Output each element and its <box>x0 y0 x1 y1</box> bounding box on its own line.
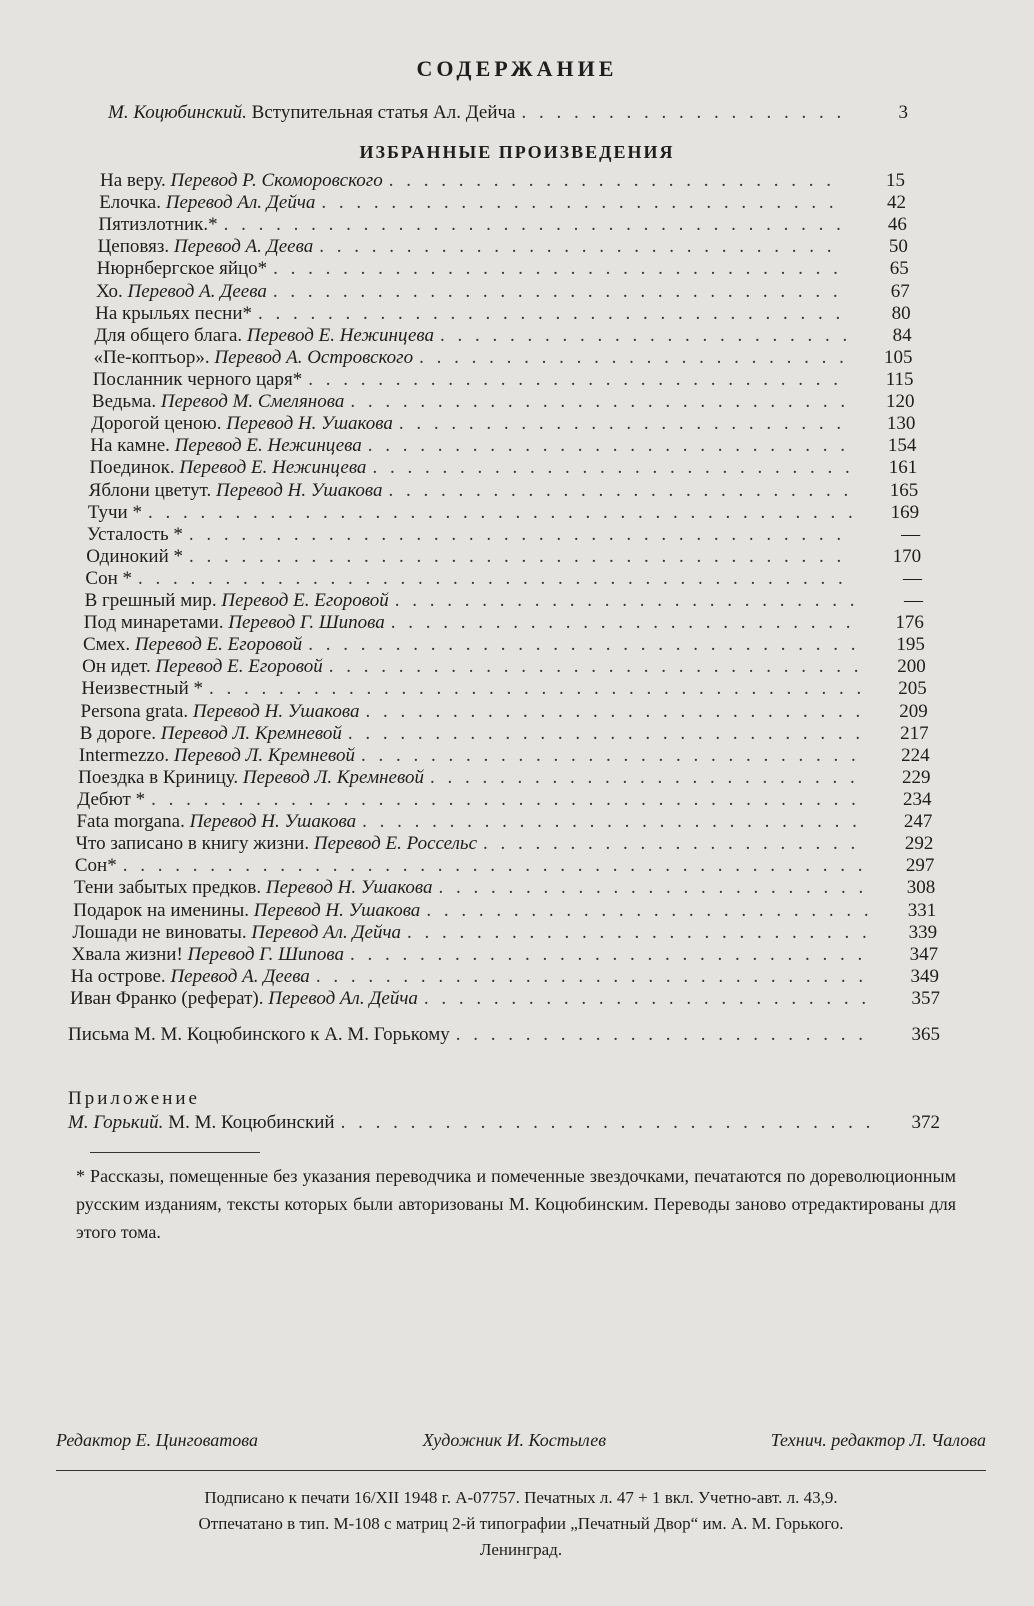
toc-entry <box>97 258 909 279</box>
leader-dots <box>151 789 865 810</box>
leader-dots <box>372 457 851 478</box>
toc-entry <box>89 480 919 501</box>
toc-entry-title: «Пе-коптьор». <box>93 346 210 368</box>
toc-entry-title: Пятизлотник.* <box>98 214 218 236</box>
toc-entry-page: 347 <box>909 943 939 965</box>
toc-entry <box>80 723 929 744</box>
toc-entry-translator: Перевод Н. Ушакова <box>189 811 357 833</box>
toc-entry <box>71 966 939 987</box>
toc-entry <box>100 170 905 191</box>
toc-entry-title: Persona grata. <box>80 700 189 722</box>
toc-entry-translator: Перевод А. Деева <box>127 280 267 302</box>
toc-entry <box>79 745 930 766</box>
toc-entry-title: На крыльях песни* <box>95 302 253 324</box>
toc-entry-page: 331 <box>907 899 937 921</box>
toc-entry-page: 42 <box>886 192 906 214</box>
toc-entry-page: 169 <box>890 501 920 523</box>
toc-entry-page: — <box>903 567 922 589</box>
toc-entry <box>96 281 910 302</box>
toc-entry-translator: Перевод Ал. Дейча <box>268 988 418 1009</box>
toc-appendix-entry <box>68 1086 940 1107</box>
toc-entry-title: Лошади не виноваты. <box>72 921 247 943</box>
toc-letters-entry <box>68 1024 940 1045</box>
toc-entry-title: На камне. <box>90 435 170 457</box>
imprint-line-1: Подписано к печати 16/XII 1948 г. А-07757. Печатных л. 47 + 1 вкл. Учетно-авт. л. 43,9. <box>204 1488 838 1507</box>
toc-entry-title: Под минаретами. <box>83 612 224 634</box>
leader-dots <box>407 922 871 943</box>
intro-page: 3 <box>898 102 908 123</box>
toc-entry-title: На веру. <box>100 170 166 191</box>
appendix-label: Приложение <box>68 1088 200 1109</box>
leader-dots <box>148 502 853 523</box>
toc-entry-translator: Перевод Н. Ушакова <box>226 413 393 435</box>
toc-entry-page: 195 <box>896 634 925 656</box>
toc-entry <box>78 767 930 788</box>
toc-entry-page: 120 <box>885 391 915 413</box>
toc-entry-title: Неизвестный * <box>81 678 204 700</box>
credits <box>56 1430 986 1451</box>
leader-dots <box>319 236 842 257</box>
toc-entry-page: 357 <box>911 988 940 1009</box>
toc-entry-translator: Перевод Н. Ушакова <box>192 700 360 722</box>
toc-entry-page: 224 <box>901 744 930 766</box>
leader-dots <box>209 678 861 699</box>
intro-title: Вступительная статья Ал. Дейча <box>251 102 516 123</box>
toc-entry-translator: Перевод Е. Россельс <box>313 833 478 855</box>
leader-dots <box>341 1112 874 1133</box>
toc-entry-translator: Перевод Ал. Дейча <box>165 192 316 214</box>
leader-dots <box>189 546 855 567</box>
toc-entry-translator: Перевод Ал. Дейча <box>251 921 402 943</box>
toc-entry-translator: Перевод М. Смелянова <box>160 391 345 413</box>
footnote-divider <box>90 1152 260 1153</box>
toc-entry <box>77 789 931 810</box>
toc-entry-translator: Перевод Л. Кремневой <box>173 744 355 766</box>
toc-entry <box>81 678 926 699</box>
toc-entry <box>75 855 934 876</box>
toc-entry-page: 247 <box>903 811 933 833</box>
toc-entry-page: 229 <box>902 766 931 788</box>
artist-credit: Художник И. Костылев <box>422 1430 607 1450</box>
toc-entry-title: В дороге. <box>79 722 157 744</box>
toc-entry-translator: Перевод Е. Егоровой <box>134 634 303 656</box>
toc-entry <box>85 568 922 589</box>
leader-dots <box>316 966 873 987</box>
toc-entry-translator: Перевод Н. Ушакова <box>253 899 421 921</box>
leader-dots <box>426 900 870 921</box>
toc-entry-title: Intermezzo. <box>78 744 170 766</box>
toc-entry-translator: Перевод Е. Нежинцева <box>246 324 434 346</box>
toc-entry <box>94 325 911 346</box>
leader-dots <box>308 369 847 390</box>
appendix-page: 372 <box>911 1112 940 1133</box>
toc-entry-title: Подарок на именины. <box>73 899 249 921</box>
leader-dots <box>350 944 872 965</box>
toc-entry-page: 234 <box>902 789 932 811</box>
toc-entry-title: Иван Франко (реферат). <box>70 988 264 1009</box>
leader-dots <box>438 877 869 898</box>
toc-entry-page: — <box>903 590 923 612</box>
toc-entry-page: 176 <box>895 612 924 634</box>
toc-entry-translator: Перевод Л. Кремневой <box>160 722 342 744</box>
toc-entry <box>76 833 934 854</box>
toc-entry-page: 349 <box>910 965 940 987</box>
toc-entry-page: 217 <box>900 722 929 744</box>
toc-entry <box>81 701 928 722</box>
leader-dots <box>138 568 856 589</box>
toc-entry-title: В грешный мир. <box>84 590 217 612</box>
imprint-line-2: Отпечатано в тип. М-108 с матриц 2-й типографии „Печатный Двор“ им. А. М. Горького. <box>198 1514 844 1533</box>
leader-dots <box>329 656 860 677</box>
toc-entry <box>92 391 915 412</box>
toc-entry <box>99 192 906 213</box>
leader-dots <box>424 988 874 1009</box>
toc-entry-title: Сон * <box>85 567 132 589</box>
toc-entry-title: Что записано в книгу жизни. <box>75 833 310 855</box>
toc-entry-title: Для общего блага. <box>94 324 243 346</box>
toc-entry-title: Тени забытых предков. <box>74 877 262 899</box>
imprint-line-3: Ленинград. <box>479 1540 563 1559</box>
leader-dots <box>399 413 850 434</box>
leader-dots <box>368 435 851 456</box>
toc-entry <box>90 435 916 456</box>
toc-entry-page: 84 <box>892 324 912 346</box>
toc-entry-title: Fata morgana. <box>76 811 185 833</box>
imprint-divider <box>56 1470 986 1471</box>
leader-dots <box>362 811 866 832</box>
toc-entry-translator: Перевод Г. Шипова <box>187 943 345 965</box>
toc-entry-page: 308 <box>906 877 936 899</box>
leader-dots <box>366 701 862 722</box>
toc-entry-page: 67 <box>890 280 910 302</box>
toc-entry-title: Посланник черного царя* <box>92 368 303 390</box>
toc-entry-page: 65 <box>889 258 909 280</box>
leader-dots <box>258 303 845 324</box>
toc-entry-page: 46 <box>887 214 907 236</box>
toc-entry <box>87 524 920 545</box>
leader-dots <box>350 391 848 412</box>
toc-entry <box>82 656 926 677</box>
toc-entry <box>70 988 940 1009</box>
toc-entry-page: 50 <box>888 236 908 258</box>
toc-entry-title: Хо. <box>95 280 123 302</box>
toc-entry-title: Яблони цветут. <box>88 479 212 501</box>
toc-entry <box>88 502 919 523</box>
leader-dots <box>189 524 854 545</box>
toc-entry-translator: Перевод Е. Егоровой <box>221 590 389 612</box>
toc-entry-title: На острове. <box>70 965 166 987</box>
toc-entry-page: 165 <box>889 479 919 501</box>
toc-entry-translator: Перевод А. Деева <box>170 965 310 987</box>
footnote: * Рассказы, помещенные без указания переводчика и помеченные звездочками, печатаются по дореволюционным русским изданиям, тексты которых были авторизованы М. Коцюбинским. Переводы заново отредактированы для этого тома. <box>76 1166 956 1242</box>
toc-entry <box>84 612 924 633</box>
toc-entry-page: — <box>901 523 921 545</box>
toc-entry-title: Поездка в Криницу. <box>78 766 239 788</box>
toc-entry <box>94 347 913 368</box>
section-heading: ИЗБРАННЫЕ ПРОИЗВЕДЕНИЯ <box>359 142 675 162</box>
toc-entry-page: 200 <box>897 656 926 678</box>
toc-entry-page: 130 <box>886 413 916 435</box>
toc-entry-translator: Перевод Н. Ушакова <box>265 877 433 899</box>
toc-entry-title: Цеповяз. <box>97 236 170 258</box>
toc-entry <box>74 877 935 898</box>
toc-entry-translator: Перевод А. Деева <box>173 236 314 258</box>
toc-entry <box>73 900 936 921</box>
leader-dots <box>391 612 858 633</box>
toc-entry-translator: Перевод Е. Нежинцева <box>179 457 367 479</box>
toc-entry-page: 15 <box>886 170 905 191</box>
leader-dots <box>389 170 839 191</box>
leader-dots <box>456 1024 874 1045</box>
toc-entry <box>76 811 932 832</box>
toc-entry-title: Смех. <box>82 634 131 656</box>
toc-entry-translator: Перевод Г. Шипова <box>228 612 385 634</box>
toc-entry-translator: Перевод А. Островского <box>214 346 414 368</box>
leader-dots <box>273 258 843 279</box>
leader-dots <box>419 347 846 368</box>
toc-entry-page: 170 <box>892 545 922 567</box>
editor-credit: Редактор Е. Цинговатова <box>56 1430 258 1450</box>
page-title: СОДЕРЖАНИЕ <box>416 56 618 81</box>
toc-entry-title: Елочка. <box>99 192 161 214</box>
toc-entry-translator: Перевод Л. Кремневой <box>242 766 424 788</box>
toc-intro-entry <box>108 102 908 123</box>
toc-entry <box>86 546 921 567</box>
toc-entry-title: Дорогой ценою. <box>91 413 222 435</box>
toc-entry-page: 339 <box>908 921 938 943</box>
toc-entry-translator: Перевод Н. Ушакова <box>215 479 383 501</box>
toc-entry <box>93 369 914 390</box>
toc-entry <box>98 214 907 235</box>
toc-entry-page: 154 <box>887 435 917 457</box>
leader-dots <box>389 480 853 501</box>
toc-entry-page: 297 <box>905 855 935 877</box>
toc-entry-translator: Перевод Р. Скоморовского <box>170 170 383 191</box>
appendix-title: М. М. Коцюбинский <box>168 1112 335 1133</box>
leader-dots <box>395 590 857 611</box>
toc-entry-title: Он идет. <box>82 656 151 678</box>
toc-entry-page: 292 <box>904 833 934 855</box>
toc-entry <box>72 944 938 965</box>
toc-entry <box>83 634 925 655</box>
toc-entry-title: Сон* <box>74 855 117 877</box>
toc-entry-translator: Перевод Е. Егоровой <box>155 656 323 678</box>
leader-dots <box>522 102 843 123</box>
toc-entry <box>89 457 917 478</box>
toc-entry-page: 80 <box>891 302 911 324</box>
toc-entry-page: 115 <box>885 368 914 390</box>
toc-entry <box>72 922 937 943</box>
toc-entry-title: Усталость * <box>87 523 183 545</box>
toc-entry-title: Поединок. <box>89 457 175 479</box>
leader-dots <box>308 634 859 655</box>
toc-entry <box>91 413 915 434</box>
leader-dots <box>321 192 840 213</box>
letters-title: Письма М. М. Коцюбинского к А. М. Горькому <box>68 1024 450 1045</box>
toc-entry-page: 205 <box>898 678 927 700</box>
tech-editor-credit: Технич. редактор Л. Чалова <box>770 1430 986 1450</box>
toc-entry <box>95 303 911 324</box>
toc-appendix-item <box>68 1112 940 1133</box>
leader-dots <box>348 723 863 744</box>
leader-dots <box>483 833 867 854</box>
appendix-author: М. Горький. <box>68 1112 164 1133</box>
leader-dots <box>273 281 844 302</box>
toc-entry <box>85 590 923 611</box>
toc-entry-title: Дебют * <box>77 789 146 811</box>
toc-entry-title: Хвала жизни! <box>71 943 183 965</box>
intro-author: М. Коцюбинский. <box>108 102 247 123</box>
leader-dots <box>224 214 841 235</box>
toc-entry-page: 209 <box>899 700 928 722</box>
toc-entry-title: Нюрнбергское яйцо* <box>96 258 268 280</box>
toc-entry-title: Тучи * <box>87 501 142 523</box>
leader-dots <box>430 767 865 788</box>
leader-dots <box>361 745 864 766</box>
toc-entry-title: Одинокий * <box>86 545 183 567</box>
leader-dots <box>440 325 846 346</box>
toc-entry-title: Ведьма. <box>91 391 157 413</box>
toc-entry <box>98 236 908 257</box>
toc-entry-translator: Перевод Е. Нежинцева <box>174 435 362 457</box>
leader-dots <box>123 855 869 876</box>
letters-page: 365 <box>911 1024 940 1045</box>
toc-entry-page: 105 <box>884 346 913 368</box>
toc-entry-page: 161 <box>888 457 918 479</box>
